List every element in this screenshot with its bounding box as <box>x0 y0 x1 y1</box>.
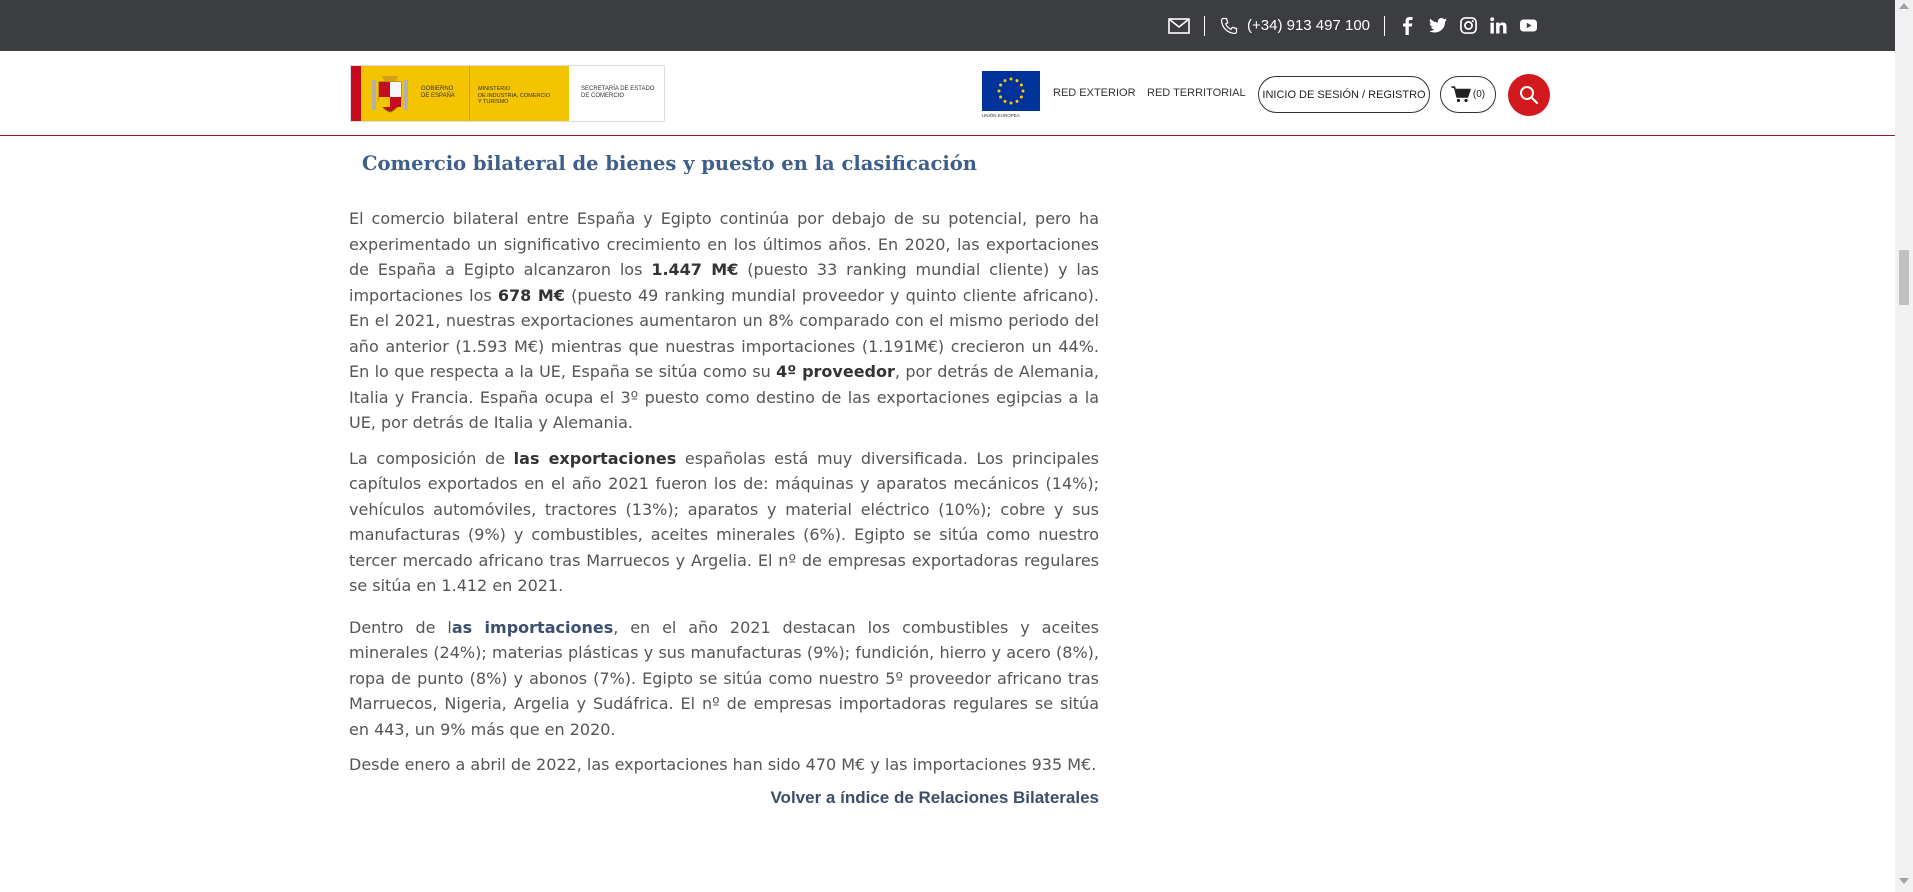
text: El comercio bilateral entre España y Egipto continúa por debajo de su potencial, pero ha experimentado un significativo crecimiento en los últimos años. En 2020, las exportaciones de España a Egipto alcanzaron los <box>349 209 1099 279</box>
logo-secretary-text: SECRETARÍA DE ESTADO DE COMERCIO <box>581 86 655 99</box>
bold-text: as importaciones <box>451 617 614 637</box>
bold-text: las exportaciones <box>513 448 677 468</box>
eu-label: UNIÓN EUROPEA <box>982 113 1020 118</box>
twitter-icon[interactable] <box>1429 17 1447 35</box>
logo-secretary-panel <box>569 66 664 121</box>
article-content <box>349 152 1099 808</box>
back-to-index-link[interactable]: Volver a índice de Relaciones Bilaterales <box>770 787 1099 807</box>
cart-icon <box>1451 86 1471 103</box>
text: Dentro de l <box>349 617 452 637</box>
login-register-button[interactable]: INICIO DE SESIÓN / REGISTRO <box>1258 76 1430 113</box>
text: (puesto 49 ranking mundial proveedor y quinto cliente africano). En el 2021, nuestras exportaciones aumentaron un 8% comparado con el mismo periodo del año anterior (1.593 M€) mientras que nuestras importaciones (1.191M€) crecieron un 44%. En lo que respecta a la UE, España se sitúa como su <box>349 285 1099 381</box>
mail-icon[interactable] <box>1168 18 1190 34</box>
separator <box>1384 16 1385 36</box>
cart-count: (0) <box>1472 89 1486 100</box>
bold-text: 678 M€ <box>497 285 565 305</box>
eu-flag-icon <box>982 71 1040 111</box>
cart-button[interactable] <box>1440 76 1496 113</box>
site-header <box>0 51 1895 136</box>
logo-gob-text: GOBIERNO DE ESPAÑA <box>421 86 455 99</box>
phone-icon <box>1219 16 1239 36</box>
bold-text: 1.447 M€ <box>651 260 739 279</box>
bold-text: 4º proveedor <box>776 362 895 381</box>
section-title: Comercio bilateral de bienes y puesto en la clasificación <box>362 152 977 175</box>
paragraph-imports <box>349 615 1099 743</box>
scroll-thumb[interactable] <box>1899 250 1909 305</box>
contact-bar <box>1168 0 1537 51</box>
scroll-up-arrow-icon[interactable] <box>1899 3 1909 9</box>
flag-stripe <box>351 66 361 121</box>
text: (puesto 33 ranking mundial cliente) y las importaciones los <box>349 260 1099 305</box>
nav-red-territorial[interactable]: RED TERRITORIAL <box>1147 87 1246 99</box>
phone-number[interactable]: (+34) 913 497 100 <box>1247 17 1371 34</box>
search-icon <box>1519 85 1539 105</box>
top-bar <box>0 0 1895 51</box>
paragraph-2022: Desde enero a abril de 2022, las exportaciones han sido 470 M€ y las importaciones 935 M€. <box>349 755 1097 774</box>
text: , por detrás de Alemania, Italia y Francia. España ocupa el 3º puesto como destino de las exportaciones egipcias a la UE, por detrás de Italia y Alemania. <box>349 362 1100 432</box>
paragraph-exports <box>349 446 1099 599</box>
separator <box>1204 16 1205 36</box>
paragraph-bilateral-trade <box>349 206 1099 436</box>
page-scrollbar[interactable] <box>1895 0 1913 892</box>
nav-red-exterior[interactable]: RED EXTERIOR <box>1053 87 1136 99</box>
government-logo[interactable] <box>350 65 665 122</box>
facebook-icon[interactable] <box>1399 17 1417 35</box>
logo-ministry-panel <box>469 66 569 121</box>
scroll-down-arrow-icon[interactable] <box>1899 878 1909 884</box>
logo-coat-panel <box>351 66 469 121</box>
search-button[interactable] <box>1508 74 1550 116</box>
logo-ministry-text: MINISTERIO DE INDUSTRIA, COMERCIO Y TURISMO <box>478 86 551 105</box>
linkedin-icon[interactable] <box>1489 17 1507 35</box>
text: La composición de <box>349 448 514 468</box>
instagram-icon[interactable] <box>1459 17 1477 35</box>
text: españolas está muy diversificada. Los principales capítulos exportados en el año 2021 fueron los de: máquinas y aparatos mecánicos (14%); vehículos automóviles, tractores (13%); aparatos y material eléctrico (10%); cobre y sus manufacturas (9%) y combustibles, aceites minerales (6%). Egipto se sitúa como nuestro tercer mercado africano tras Marruecos y Argelia. El nº de empresas exportadoras regulares se sitúa en 1.412 en 2021. <box>349 448 1099 595</box>
text: , en el año 2021 destacan los combustibles y aceites minerales (24%); materias plásticas y sus manufacturas (9%); fundición, hierro y acero (8%), ropa de punto (8%) y abonos (7%). Egipto se sitúa como nuestro 5º proveedor africano tras Marruecos, Nigeria, Argelia y Sudáfrica. El nº de empresas importadoras regulares se sitúa en 443, un 9% más que en 2020. <box>349 617 1099 739</box>
coat-of-arms-icon <box>369 74 411 114</box>
social-links <box>1399 17 1537 35</box>
youtube-icon[interactable] <box>1519 17 1537 35</box>
